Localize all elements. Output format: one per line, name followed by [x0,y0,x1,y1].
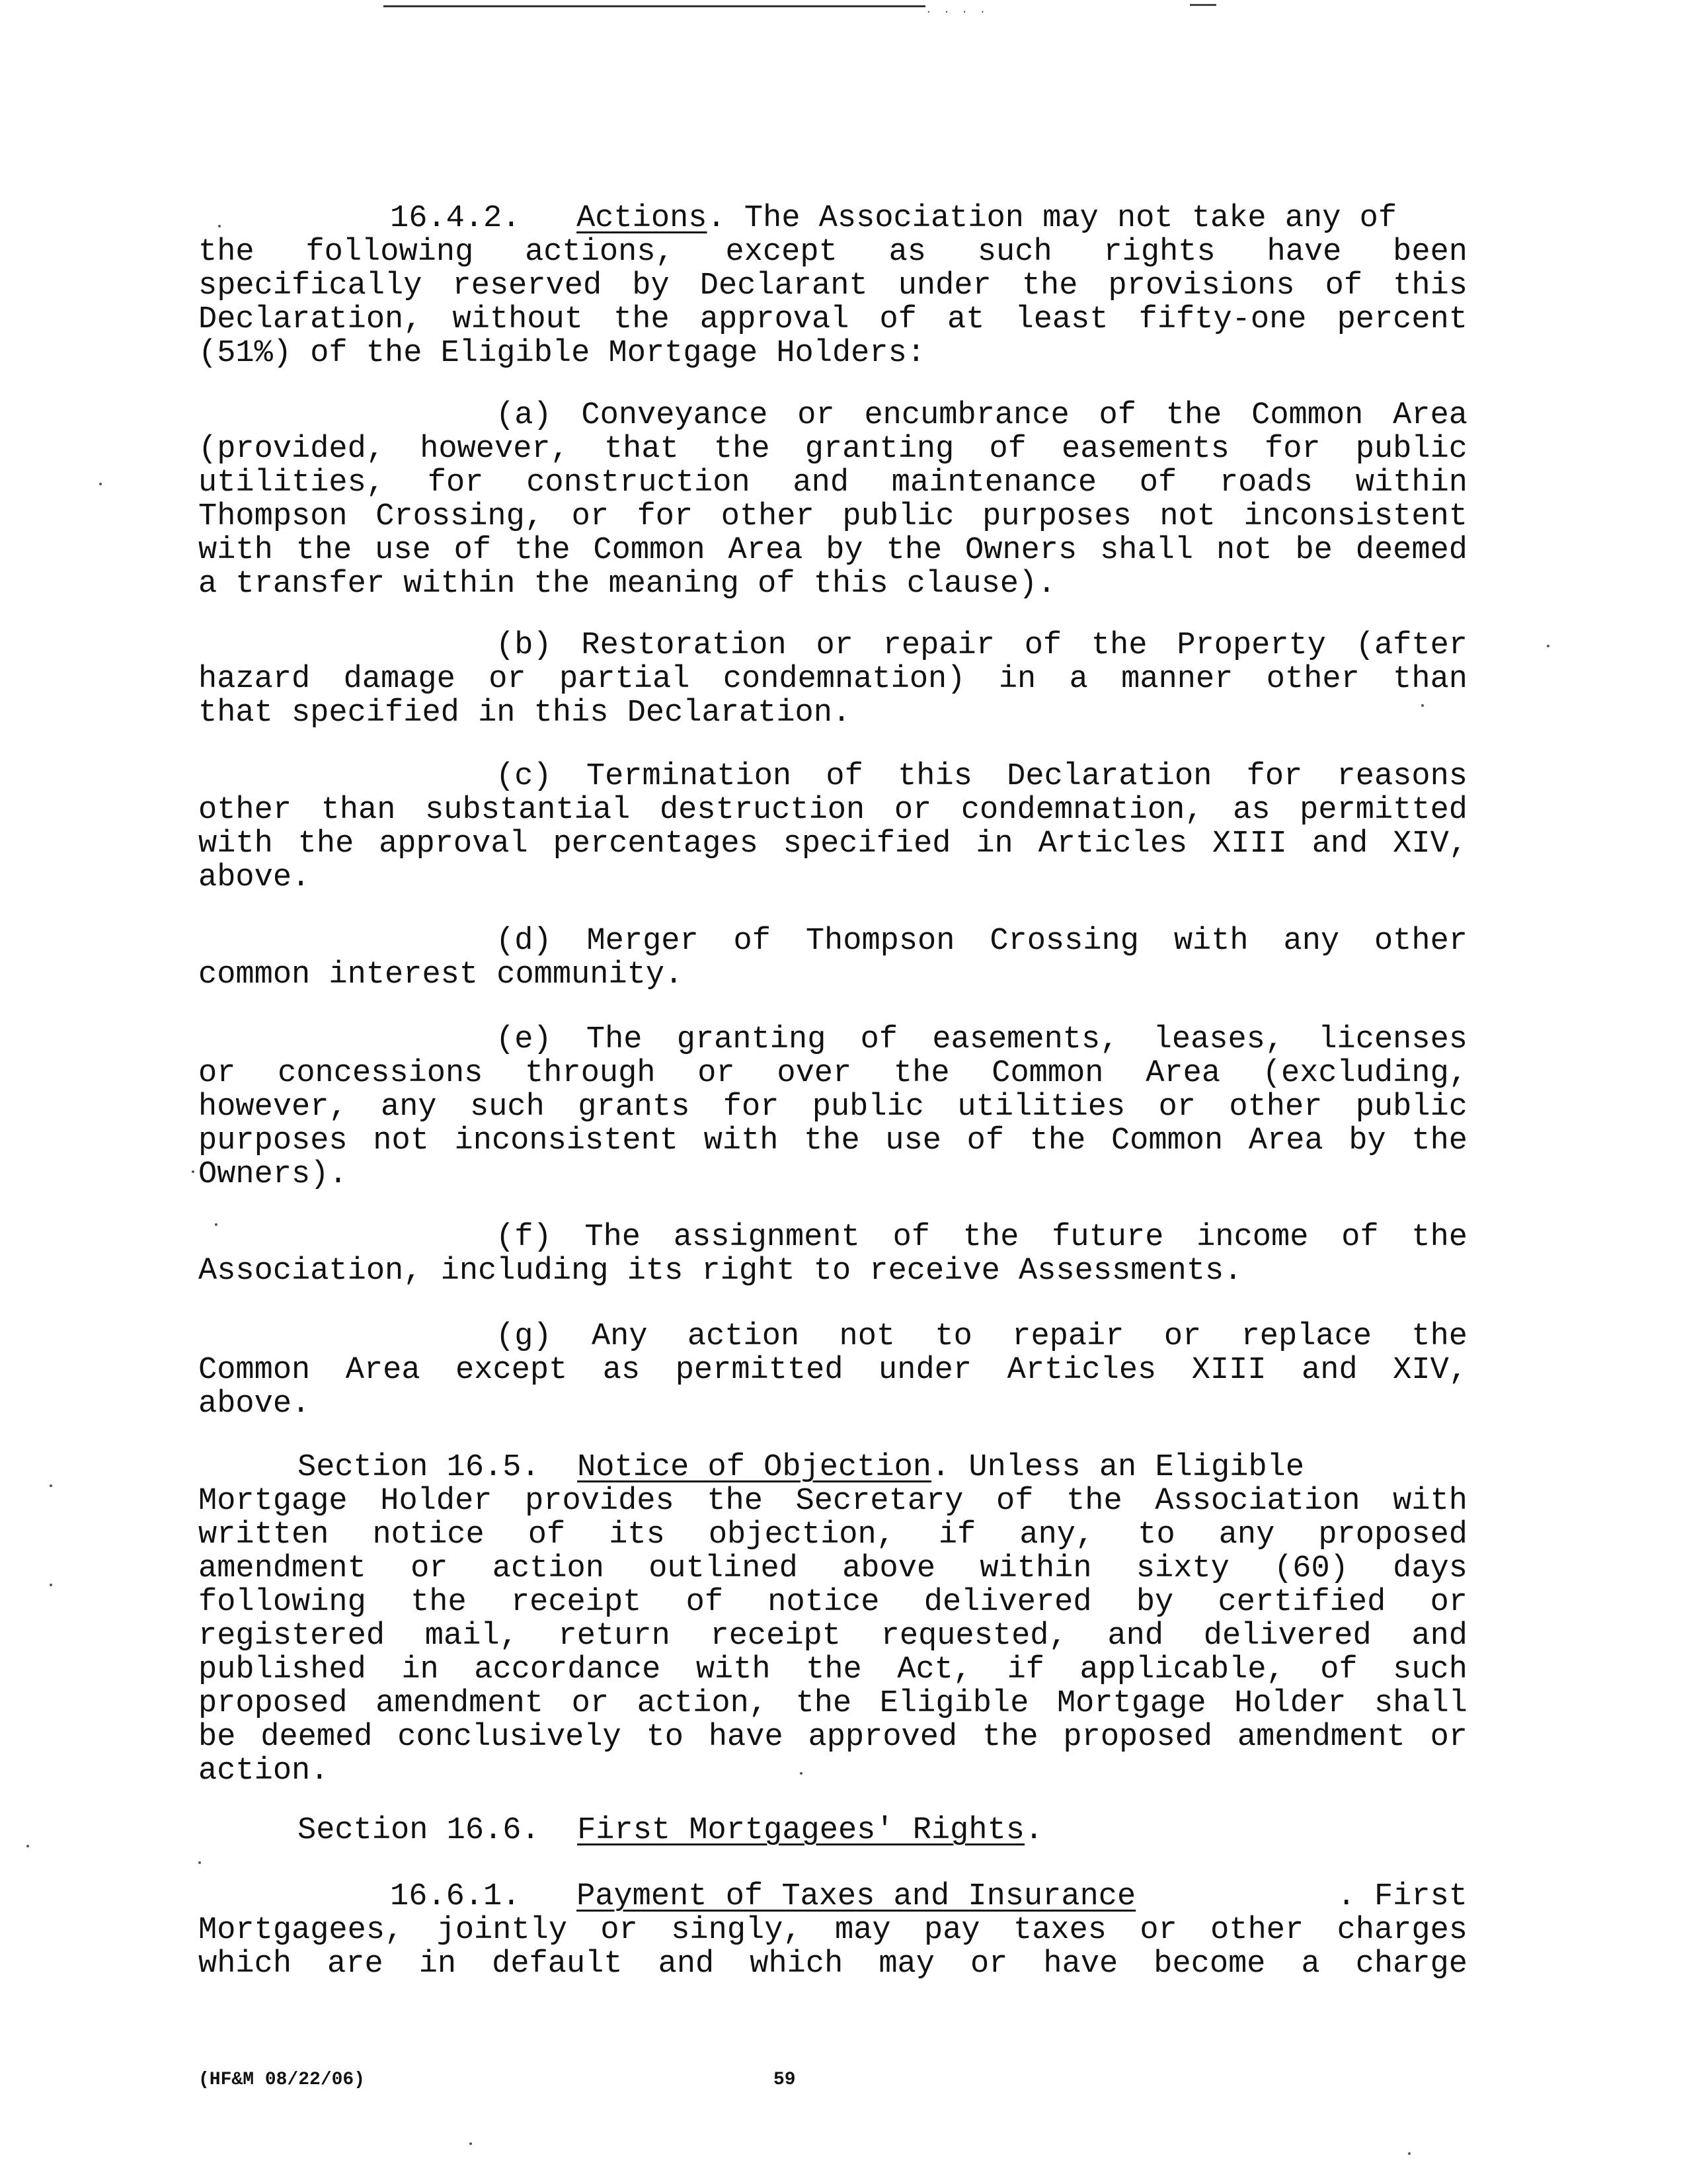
item-b [198,629,1467,730]
line [198,1814,1467,1847]
line-text: above. [198,1387,311,1422]
scan-speck [50,1484,52,1487]
line-text: published in accordance with the Act, if applicable, of such [198,1652,1467,1687]
line-text: which are in default and which may or have become a charge [198,1947,1467,1982]
line-text: utilities, for construction and maintenance of roads within [198,465,1467,501]
scan-dots: . . . . [925,4,989,16]
scan-speck [50,1584,52,1586]
line-text: Mortgagees, jointly or singly, may pay taxes or other charges [198,1913,1467,1948]
line-text: amendment or action outlined above within sixty (60) days [198,1551,1467,1586]
line-text: Common Area except as permitted under Articles XIII and XIV, [198,1353,1467,1388]
scan-speck [800,1772,802,1775]
section-title: First Mortgagees' Rights [577,1813,1025,1848]
line-text: hazard damage or partial condemnation) in a manner other than [198,662,1467,697]
scan-speck [469,2142,472,2145]
section-number: 16.6.1. [390,1879,521,1914]
scan-rule [383,5,925,7]
line-text: (f) The assignment of the future income of the [496,1220,1467,1255]
item-c [198,760,1467,895]
line-text: Association, including its right to receive Assessments. [198,1254,1243,1289]
section-prefix: Section 16.5. [297,1450,540,1485]
line-text: . [1025,1813,1044,1848]
line-text: written notice of its objection, if any, to any proposed [198,1517,1467,1553]
line-text: common interest community. [198,957,684,992]
item-d [198,924,1467,992]
line-text: that specified in this Declaration. [198,696,851,731]
line-text: . Unless an Eligible [931,1450,1305,1485]
section-title: Payment of Taxes and Insurance [576,1879,1136,1914]
line-text: Thompson Crossing, or for other public purposes not inconsistent [198,499,1467,534]
line-text: be deemed conclusively to have approved the proposed amendment or [198,1720,1467,1755]
scan-speck [218,225,221,227]
line-text: (51%) of the Eligible Mortgage Holders: [198,336,925,371]
line-text: (a) Conveyance or encumbrance of the Common Area [496,398,1467,433]
scan-speck [26,1845,29,1847]
line-text: with the use of the Common Area by the Owners shall not be deemed [198,533,1467,568]
line-text: specifically reserved by Declarant under the provisions of this [198,268,1467,303]
line-text: (e) The granting of easements, leases, licenses [496,1022,1467,1057]
line-text: (b) Restoration or repair of the Property (after [496,628,1467,663]
line-text: . First [1337,1879,1467,1914]
line-text: other than substantial destruction or condemnation, as permitted [198,793,1467,828]
line-text: . The Association may not take any of [707,201,1397,236]
scan-speck [215,1223,217,1226]
line [198,1880,1467,1914]
scan-speck [1408,2152,1411,2155]
line-text: Owners). [198,1157,348,1192]
line-text: the following actions, except as such rights have been [198,235,1467,270]
line-text: action. [198,1754,329,1789]
line-text: with the approval percentages specified in Articles XIII and XIV, [198,827,1467,862]
footer-document-code: (HF&M 08/22/06) [198,2070,366,2090]
scan-speck [198,1861,201,1864]
section-prefix: Section 16.6. [297,1813,540,1848]
line-text: (c) Termination of this Declaration for reasons [496,759,1467,794]
item-g [198,1320,1467,1421]
section-16-6-1 [198,1880,1467,1981]
line-text: proposed amendment or action, the Eligible Mortgage Holder shall [198,1686,1467,1721]
section-16-5 [198,1451,1467,1788]
item-e [198,1023,1467,1192]
line-text: or concessions through or over the Common Area (excluding, [198,1056,1467,1091]
section-number: 16.4.2. [390,201,521,236]
item-a [198,399,1467,601]
section-16-6 [198,1814,1467,1847]
section-title: Actions [576,201,707,236]
line [198,1451,1467,1484]
scan-speck [1421,704,1424,707]
line-text: Mortgage Holder provides the Secretary of the Association with [198,1484,1467,1519]
line-text: following the receipt of notice delivered by certified or [198,1585,1467,1620]
line-text: however, any such grants for public utilities or other public [198,1090,1467,1125]
line-text: (d) Merger of Thompson Crossing with any other [496,924,1467,959]
scan-speck [99,483,102,485]
line-text: above. [198,860,311,895]
section-16-4-2 [198,202,1467,370]
line-text: (provided, however, that the granting of easements for public [198,432,1467,467]
line-text: purposes not inconsistent with the use of the Common Area by the [198,1123,1467,1158]
scan-speck [1547,645,1549,647]
line-text: Declaration, without the approval of at least fifty-one percent [198,302,1467,337]
scan-speck [192,1170,194,1173]
line [198,202,1467,235]
top-scan-marks [291,0,1249,16]
scan-dash [1190,4,1216,6]
line-text: (g) Any action not to repair or replace the [496,1319,1467,1354]
line-text: registered mail, return receipt requested, and delivered and [198,1619,1467,1654]
page-number: 59 [773,2070,796,2090]
line-text: a transfer within the meaning of this clause). [198,567,1056,602]
section-title: Notice of Objection [577,1450,931,1485]
item-f [198,1221,1467,1288]
